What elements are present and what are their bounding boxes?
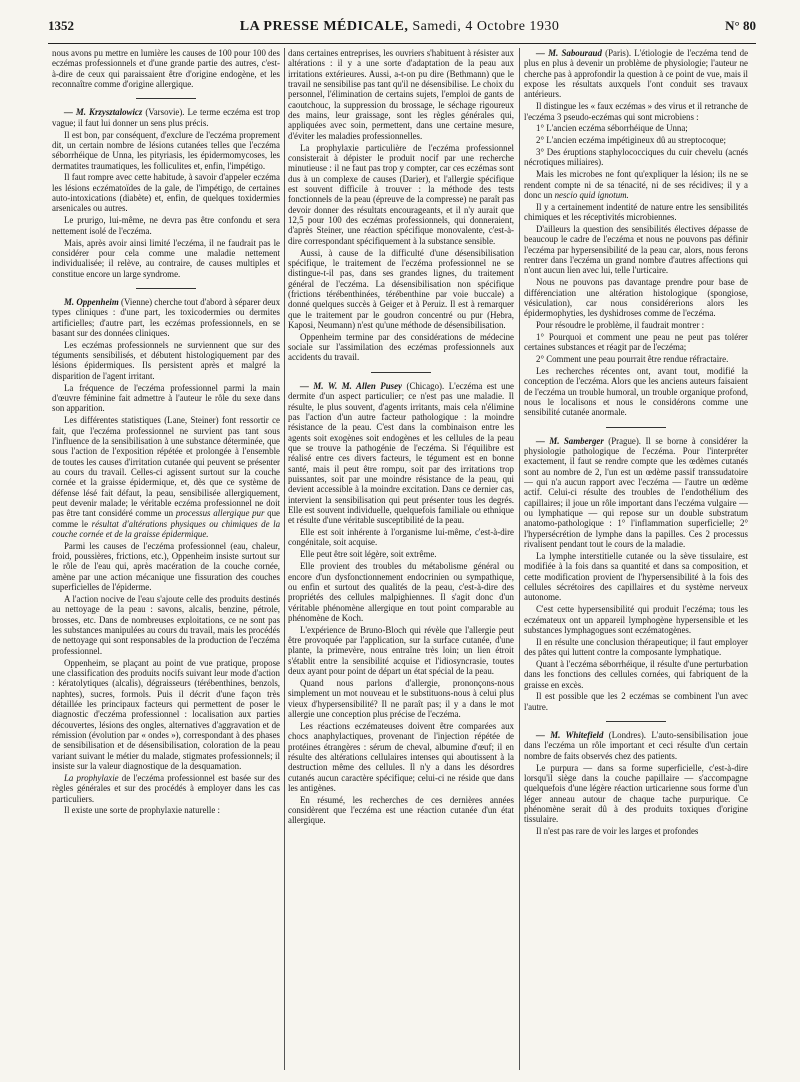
paragraph: Il est bon, par conséquent, d'exclure de l'eczéma proprement dit, un certain nombre de lésions cutanées telles que l'eczéma séborrhéique de Unna, les pityriasis, les épidermomycoses, les dermatites traumatiques, les folliculites et, enfin, l'impétigo. — [52, 129, 280, 171]
paragraph: En résumé, les recherches de ces dernières années considèrent que l'eczéma est une réaction cutanée d'un état allergique. — [288, 794, 514, 826]
paragraph: Pour résoudre le problème, il faudrait montrer : — [536, 320, 705, 331]
section-separator — [371, 372, 431, 373]
paragraph: A l'action nocive de l'eau s'ajoute celle des produits destinés au nettoyage de la peau : savons, alcalis, benzine, pétrole, brosses, etc. Dans de nombreuses exploitations, ce ne sont pas les substances manipulées au cours du travail, mais les procédés de nettoyage qui sont responsables de la production de l'eczéma professionnel. — [52, 594, 280, 656]
paragraph: — M. Whitefield (Londres). L'auto-sensibilisation joue dans l'eczéma un rôle important et ceci résulte d'un certain nombre de faits observés chez des patients. — [524, 730, 748, 761]
section-separator — [136, 288, 196, 289]
paragraph: Quand nous parlons d'allergie, prononçons-nous simplement un mot nouveau et le substituons-nous à celui plus vieux d'hypersensibilité? Il ne paraît pas; il y a dans le mot allergie une conception plus précise de l'eczéma. — [288, 677, 514, 719]
list-item: 1° Pourquoi et comment une peau ne peut pas tolérer certaines substances et réagit par de l'eczéma; — [524, 331, 748, 353]
author-name: — M. W. M. Allen Pusey — [300, 380, 402, 391]
paragraph: Il existe une sorte de prophylaxie naturelle : — [64, 805, 220, 816]
author-name: — M. Krzysztalowicz — [64, 107, 143, 118]
column-1 — [52, 48, 280, 1072]
section-separator — [606, 427, 666, 428]
paragraph: Aussi, à cause de la difficulté d'une désensibilisation spécifique, le traitement de l'eczéma professionnel ne se distingue-t-il pas, dans ses grandes lignes, du traitement général de l'eczéma. La désensibilisation non spécifique (frictions térébenthinées, térébenthine par voie buccale) a donné quelques succès à Geiger et à Peruiz. Il est à remarquer que le traitement par le goudron concentré ou pur (Hebra, Kaposi, Neumann) n'est qu'une méthode de désensibilisation. — [288, 247, 514, 330]
paragraph: Parmi les causes de l'eczéma professionnel (eau, chaleur, froid, poussières, frictions, etc.), Oppenheim insiste surtout sur le rôle de l'eau qui, après macération de la couche cornée, amène par une action mécanique une fissuration des couches superficielles de l'épiderme. — [52, 540, 280, 593]
paragraph: — M. Krzysztalowicz (Varsovie). Le terme eczéma est trop vague; il faut lui donner un sens plus précis. — [52, 107, 280, 128]
author-name: — M. Whitefield — [536, 730, 604, 741]
paragraph: D'ailleurs la question des sensibilités électives dépasse de beaucoup le cadre de l'eczéma et nous ne pouvons pas définir l'eczéma par hypersensibilité de la peau car, alors, nous ferons rentrer dans l'eczéma un grand nombre d'autres affections qui n'ont aucun lien avec lui, telle l'urticaire. — [524, 224, 748, 276]
paragraph: Les recherches récentes ont, avant tout, modifié la conception de l'eczéma. Alors que les anciens auteurs faisaient de l'eczéma un trouble humoral, un trouble organique profond, nous le localisons et nous le considérons comme une sensibilité cutanée anormale. — [524, 365, 748, 418]
issue-date: Samedi, 4 Octobre 1930 — [412, 19, 560, 34]
author-name: — M. Sabouraud — [536, 48, 602, 58]
paragraph: Oppenheim, se plaçant au point de vue pratique, propose une classification des produits nocifs suivant leur mode d'action : kératolytiques (alcalis), dégraisseurs (térébenthines, benzols, naphtes), sucres, formols. Puis il décrit d'une façon très détaillée les principaux facteurs qui permettent de poser le diagnostic d'eczéma professionnel : localisation aux parties découvertes, lésions des ongles, alternatives d'aggravation et de rémission (évolution par « ondes »), correspondant à des phases de sensibilisation et de désensibilisation, coloration de la peau variant suivant le métier du malade, stigmates professionnels; il insiste sur la valeur diagnostique de la desquamation. — [52, 657, 280, 771]
section-separator — [136, 98, 196, 99]
paragraph: La lymphe interstitielle cutanée ou la sève tissulaire, est modifiée à la fois dans sa quantité et dans sa composition, et cette modification provient de l'hypersensibilité à la fois des cellules sécrétoires des capillaires et du système nerveux autonome. — [524, 550, 748, 603]
paragraph: Il est possible que les 2 eczémas se combinent l'un avec l'autre. — [524, 691, 748, 712]
author-name: M. Oppenheim — [64, 296, 119, 307]
author-name: — M. Samberger — [536, 435, 604, 446]
paragraph: Il en résulte une conclusion thérapeutique; il faut employer des pâtes qui luttent contre la composante lymphatique. — [524, 636, 748, 658]
paragraph: — M. W. M. Allen Pusey (Chicago). L'eczéma est une dermite d'un aspect particulier; ce n'est pas une maladie. Il résulte, le plus souvent, d'agents irritants, mais cela n'élimine pas l'action d'un autre facteur pathologique : la moindre résistance de la peau. C'est dans la combinaison entre les agents soit exogènes soit endogènes et les cellules de la peau que se trouve la pathogénie de l'eczéma. Si l'équilibre est réalisé entre ces divers facteurs, le tégument est en bonne santé, mais il peut être rompu, soit par des irritations trop puissantes, soit par une moindre résistance de la peau, qui devient accessible à la moindre excitation. Dans ce dernier cas, intervient la sensibilisation qui peut présenter tous les degrés. Elle est souvent individuelle, quelquefois familiale ou ethnique et résulte d'une véritable susceptibilité de la peau. — [288, 380, 514, 526]
paragraph: La fréquence de l'eczéma professionnel parmi la main d'œuvre féminine fait admettre à l'auteur le rôle du sexe dans son apparition. — [52, 382, 280, 414]
issue-number: N° 80 — [725, 18, 756, 33]
paragraph: Elle provient des troubles du métabolisme général ou encore d'un dysfonctionnement endocrinien ou sympathique, ou enfin et surtout des qualités de la peau, c'est-à-dire des propriétés des cellules malpighiennes. Il s'agit donc d'un véritable phénomène allergique en tout point comparable au phénomène de Koch. — [288, 561, 514, 623]
paragraph: Elle peut être soit légère, soit extrême. — [300, 549, 437, 560]
paragraph: Il n'est pas rare de voir les larges et profondes — [536, 826, 699, 837]
list-item: 2° Comment une peau pourrait être rendue réfractaire. — [536, 354, 729, 365]
column-rule-1 — [284, 48, 285, 1070]
list-item: 1° L'ancien eczéma séborrhéique de Unna; — [536, 123, 688, 134]
paragraph: nous avons pu mettre en lumière les causes de 100 pour 100 des eczémas professionnels et d'une grande partie des autres, c'est-à-dire de ceux qui paraissaient être d'origine endogène, et les reconnaître comme d'origine allergique. — [52, 48, 280, 90]
section-separator — [606, 721, 666, 722]
list-item: 2° L'ancien eczéma impétigineux dû au streptocoque; — [536, 135, 726, 146]
paragraph: C'est cette hypersensibilité qui produit l'eczéma; tous les eczémateux ont un appareil lymphogène hypersensible et les substances lymphagogues sont eczématogènes. — [524, 604, 748, 635]
journal-title — [240, 19, 560, 35]
paragraph: Quant à l'eczéma séborrhéique, il résulte d'une perturbation dans les fonctions des cellules cornées, qui fabriquent de la graisse en excès. — [524, 658, 748, 690]
column-3 — [524, 48, 748, 1072]
page-header — [48, 18, 756, 44]
column-2 — [288, 48, 514, 1072]
paragraph: Il y a certainement indentité de nature entre les sensibilités chimiques et les réceptivités microbiennes. — [524, 201, 748, 223]
paragraph: Le purpura — dans sa forme superficielle, c'est-à-dire lorsqu'il siège dans la couche papillaire — s'accompagne quelquefois d'une légère réaction urticarienne sous forme d'un léger anneau autour de chaque tache purpurique. Ce phénomène serait dû à des produits toxiques d'origine tissulaire. — [524, 762, 748, 825]
paragraph: Oppenheim termine par des considérations de médecine sociale sur l'assimilation des eczémas professionnels aux accidents du travail. — [288, 331, 514, 363]
paragraph: Il faut rompre avec cette habitude, à savoir d'appeler eczéma les lésions eczématoïdes de la gale, de l'impétigo, de certaines auto-intoxications (diabète) et, enfin, de quelques toxidermies arsenicales ou autres. — [52, 172, 280, 214]
paragraph: La prophylaxie particulière de l'eczéma professionnel consisterait à dépister le produit nocif par une recherche minutieuse : il ne faut pas trop y compter, car ces eczémas sont dus à un complexe de causes (Darier), et l'allergie spécifique est souvent difficile à trouver : la méthode des tests fonctionnels de la peau (épreuve de la compresse) ne paraît pas devoir donner des résultats encourageants, et il n'y aurait que 12,5 pour 100 des eczémas professionnels, qui donneraient, d'après Steiner, une réaction spécifique monovalente, c'est-à-dire correspondant spécifiquement à la substance sensible. — [288, 142, 514, 246]
paragraph: Les différentes statistiques (Lane, Steiner) font ressortir ce fait, que l'eczéma professionnel ne survient pas tant sous l'influence de la sensibilisation à une substance déterminée, que sous l'action de l'exposition répétée et prolongée à l'ensemble de toutes les causes d'irritation cutanée qui peuvent se présenter au cours du travail. Celles-ci agissent surtout sur la couche cornée et la graisse épidermique, et, dès que ce système de défense lésé fait défaut, la peau, sensibilisée allergiquement, peut devenir malade; le véritable eczéma professionnel ne doit pas être tant considéré comme un processus allergique pur que comme le résultat d'altérations physiques ou chimiques de la couche cornée et de la graisse épidermique. — [52, 415, 280, 539]
paragraph: Les eczémas professionnels ne surviennent que sur des téguments sensibilisés, et débutent histologiquement par des lésions épidermiques. Ils persistent après et malgré la disparition de l'agent irritant. — [52, 339, 280, 381]
paragraph: Il distingue les « faux eczémas » des virus et il retranche de l'eczéma 3 pseudo-eczémas qui sont microbiens : — [524, 101, 748, 122]
paragraph: Le prurigo, lui-même, ne devra pas être confondu et sera nettement isolé de l'eczéma. — [52, 215, 280, 236]
paragraph: M. Oppenheim (Vienne) cherche tout d'abord à séparer deux types cliniques : d'une part, les toxicodermies ou dermites artificielles; d'autre part, les eczémas professionnels, en se basant sur des données cliniques. — [52, 296, 280, 338]
paragraph: Mais, après avoir ainsi limité l'eczéma, il ne faudrait pas le considérer pour cela comme une maladie nettement individualisée; il relève, au contraire, de causes multiples et constitue encore un large syndrome. — [52, 237, 280, 279]
paragraph: — M. Samberger (Prague). Il se borne à considérer la physiologie pathologique de l'eczéma. Pour l'interpréter exactement, il faut se rendre compte que les œdèmes cutanés sont au nombre de 2, l'un est un œdème passif transsudatoire — qui n'a aucun rapport avec l'eczéma — l'autre un œdème actif. Celui-ci résulte des troubles de l'endothélium des capillaires; il joue un rôle important dans l'eczéma vulgaire — ou lymphatique — qui repose sur un double substratum anatomo-pathologique : 1° l'inflammation superficielle; 2° l'hypersécrétion de lymphe dans la papilles. Ces 2 processus rivalisent pendant tout le cours de la maladie. — [524, 435, 748, 550]
paragraph: Elle est soit inhérente à l'organisme lui-même, c'est-à-dire congénitale, soit acquise. — [288, 527, 514, 548]
page-number: 1352 — [48, 18, 74, 33]
paragraph: Les réactions eczémateuses doivent être comparées aux chocs anaphylactiques, provenant de l'injection répétée de protéines étrangères : sérum de cheval, albumine d'œuf; il en résulte des altérations cellulaires intenses qui aboutissent à la destruction même des cellules. Il n'y a dans les désordres cutanés aucun caractère spécifique; celui-ci ne réside que dans les antigènes. — [288, 720, 514, 793]
journal-name: LA PRESSE MÉDICALE, — [239, 19, 409, 34]
paragraph: L'expérience de Bruno-Bloch qui révèle que l'allergie peut être provoquée par l'application, sur la surface cutanée, d'une plante, la primevère, nous entraîne très loin; un lien étroit s'établit entre la sensibilité acquise et l'idiosyncrasie, toutes deux ayant pour point de départ un état spécial de la peau. — [288, 624, 514, 677]
paragraph: — M. Sabouraud (Paris). L'étiologie de l'eczéma tend de plus en plus à devenir un problème de physiologie; l'auteur ne cherche pas à approfondir la question à ce point de vue, mais il expose les résultats auxquels l'ont conduit ses travaux antérieurs. — [524, 48, 748, 100]
paragraph: dans certaines entreprises, les ouvriers s'habituent à résister aux altérations : il y a une sorte d'adaptation de la peau aux irritations extérieures. Aussi, a-t-on pu dire (Bethmann) que le travail ne sensibilise pas tant qu'il ne désensibilise. Le choix du personnel, l'élimination de certains sujets, l'emploi de gants de caoutchouc, la suppression du brossage, le séchage rigoureux des mains, leur graissage, sont les règles générales qui, appliquées avec soin, permettent, dans une certaine mesure, d'éviter les maladies professionnelles. — [288, 48, 514, 141]
paragraph: La prophylaxie de l'eczéma professionnel est basée sur des règles générales et sur des procédés à employer dans les cas particuliers. — [52, 772, 280, 804]
column-rule-2 — [519, 48, 520, 1070]
list-item: 3° Des éruptions staphylococciques du cuir chevelu (acnés nécrotiques miliaires). — [524, 147, 748, 168]
paragraph: Nous ne pouvons pas davantage prendre pour base de différenciation une altération histologique (spongiose, vésiculation), car nous considérerions alors les épidermophyties, les dyshidroses comme de l'eczéma. — [524, 277, 748, 319]
paragraph: Mais les microbes ne font qu'expliquer la lésion; ils ne se rendent compte ni de sa ténacité, ni de ses récidives; il y a donc un nescio quid ignotum. — [524, 169, 748, 200]
